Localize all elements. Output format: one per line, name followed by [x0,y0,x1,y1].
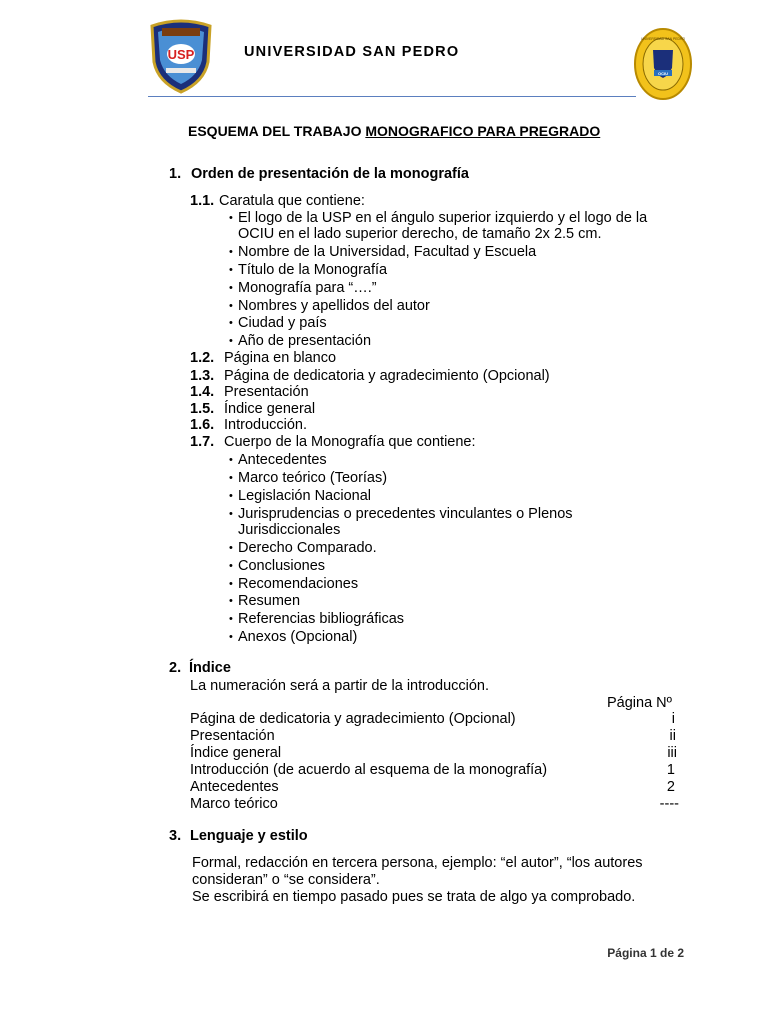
ociu-ring-text: UNIVERSIDAD SAN PEDRO [640,37,686,41]
index-row-page: iii [667,745,677,761]
section-2-intro: La numeración será a partir de la introducción. [190,678,490,694]
list-item-continuation: OCIU en el lado superior derecho, de tamaño 2x 2.5 cm. [238,226,602,242]
sub-1-3-number: 1.3. [190,368,215,384]
paragraph-line: Formal, redacción en tercera persona, ejemplo: “el autor”, “los autores [192,855,643,871]
list-item-continuation: Jurisdiccionales [238,522,341,538]
index-page-header: Página Nº [607,695,672,711]
index-row-label: Página de dedicatoria y agradecimiento (Opcional) [190,711,516,727]
document-title [188,123,600,139]
index-row-label: Marco teórico [190,796,278,812]
section-1-number: 1. [169,166,182,182]
list-item: • El logo de la USP en el ángulo superior izquierdo y el logo de la [238,209,647,227]
list-item: • Marco teórico (Teorías) [238,469,387,487]
section-2-number: 2. [169,660,182,676]
index-row-page: i [671,711,675,727]
sub-1-3-text: Página de dedicatoria y agradecimiento (Opcional) [224,368,550,384]
ociu-logo [634,28,692,100]
list-item: • Recomendaciones [238,575,358,593]
list-item: • Nombres y apellidos del autor [238,297,430,315]
index-row-page: ---- [659,796,679,812]
index-row-label: Antecedentes [190,779,279,795]
section-3-number: 3. [169,828,182,844]
list-item: • Jurisprudencias o precedentes vinculantes o Plenos [238,505,573,523]
list-item: • Conclusiones [238,557,325,575]
sub-1-6-number: 1.6. [190,417,215,433]
sub-1-2-text: Página en blanco [224,350,337,366]
index-row-label: Índice general [190,745,282,761]
sub-1-6-text: Introducción. [224,417,308,433]
sub-1-4-text: Presentación [224,384,309,400]
list-item: • Antecedentes [238,451,327,469]
list-item: • Legislación Nacional [238,487,371,505]
document-title-prefix: ESQUEMA DEL TRABAJO [188,123,366,139]
index-row-label: Introducción (de acuerdo al esquema de la monografía) [190,762,548,778]
paragraph-line: Se escribirá en tiempo pasado pues se trata de algo ya comprobado. [192,889,636,905]
list-item: • Anexos (Opcional) [238,628,357,646]
sub-1-7-number: 1.7. [190,434,215,450]
section-1-heading: Orden de presentación de la monografía [191,166,469,182]
index-row-page: ii [669,728,676,744]
university-title: UNIVERSIDAD SAN PEDRO [244,44,460,60]
document-title-underlined: MONOGRAFICO PARA PREGRADO [365,123,601,139]
index-row-page: 2 [666,779,675,795]
sub-1-4-number: 1.4. [190,384,215,400]
sub-1-7-text: Cuerpo de la Monografía que contiene: [224,434,476,450]
list-item: • Derecho Comparado. [238,539,377,557]
header-divider [148,96,636,97]
index-row-page: 1 [666,762,675,778]
index-row-label: Presentación [190,728,275,744]
list-item: • Monografía para “….” [238,279,377,297]
sub-1-5-number: 1.5. [190,401,215,417]
sub-1-5-text: Índice general [224,401,316,417]
section-2-heading: Índice [189,660,231,676]
sub-1-1-number: 1.1. [190,193,215,209]
sub-1-2-number: 1.2. [190,350,215,366]
usp-logo [146,18,216,94]
sub-1-1-text: Caratula que contiene: [219,193,365,209]
paragraph-line: consideran” o “se considera”. [192,872,380,888]
list-item: • Ciudad y país [238,314,327,332]
list-item: • Referencias bibliográficas [238,610,404,628]
list-item: • Resumen [238,592,300,610]
usp-logo-text: USP [167,47,195,62]
list-item: • Año de presentación [238,332,371,350]
section-3-heading: Lenguaje y estilo [190,828,308,844]
page-number: Página 1 de 2 [607,946,684,960]
list-item: • Nombre de la Universidad, Facultad y Escuela [238,243,536,261]
list-item: • Título de la Monografía [238,261,387,279]
ociu-badge-text: OCIU [658,71,668,76]
